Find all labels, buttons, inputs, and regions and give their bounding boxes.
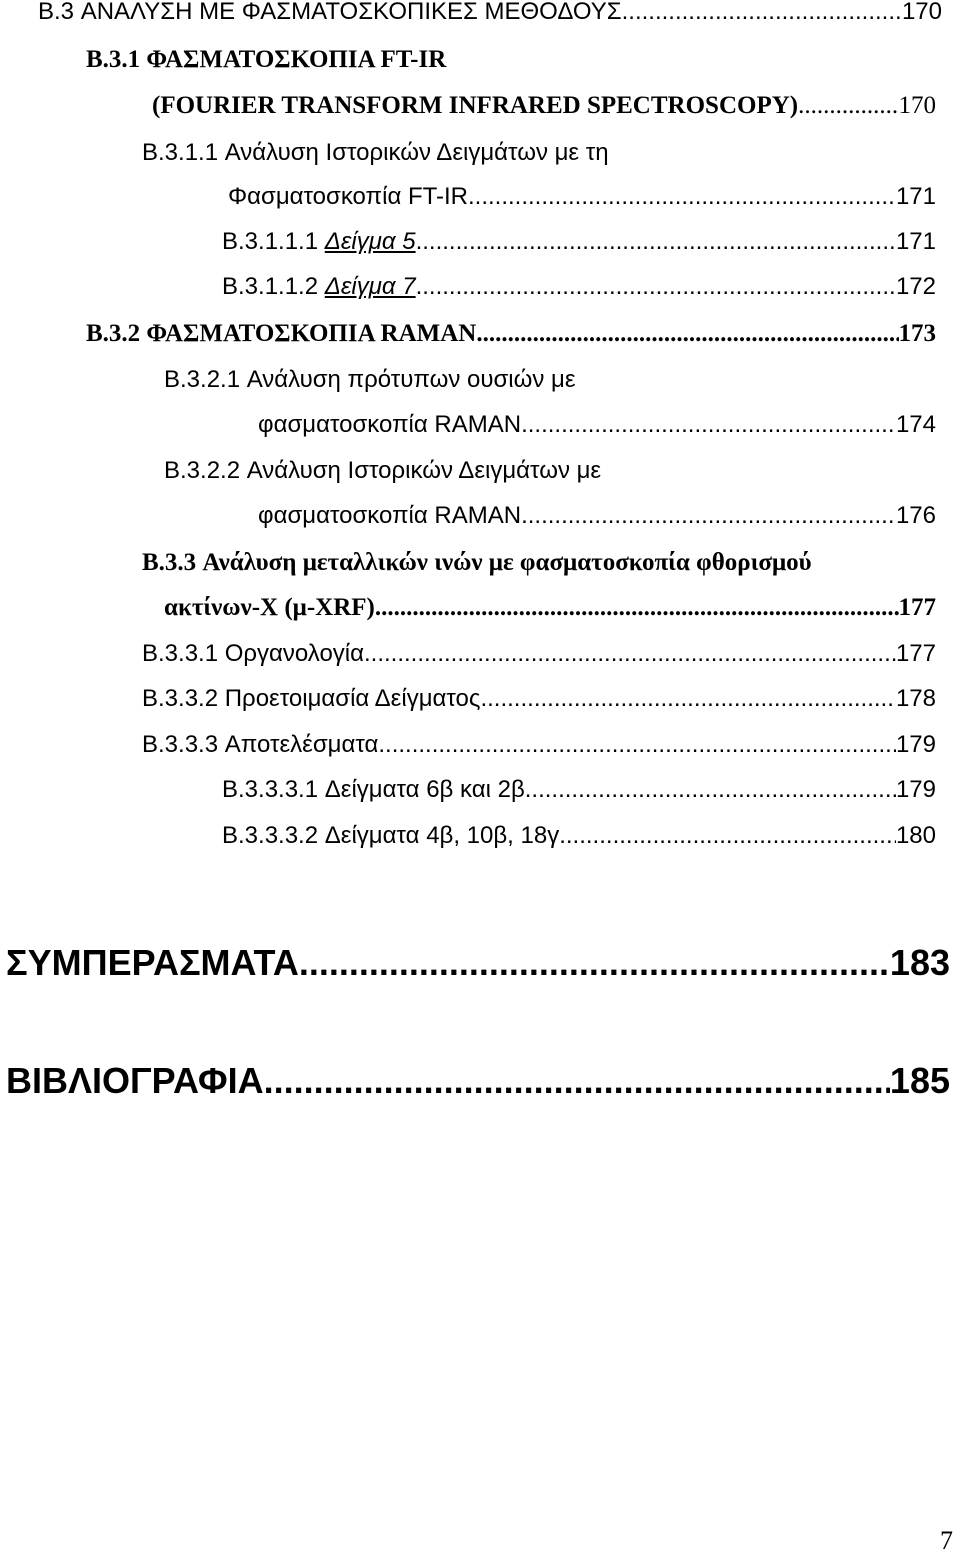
toc-leader-dots [468,183,896,211]
toc-entry[interactable] [152,92,936,120]
toc-entry-title: B.3.3.3.1 Δείγματα 6β και 2β [222,776,525,803]
toc-entry[interactable] [6,942,950,984]
toc-entry-title: φασματοσκοπία RAMAN [258,411,522,438]
toc-entry-title: ΒΙΒΛΙΟΓΡΑΦΙΑ [6,1060,264,1101]
toc-entry-page: 179 [895,776,936,803]
toc-leader-dots [521,502,896,530]
toc-entry-title: B.3.3 Ανάλυση μεταλλικών ινών με φασματοσκοπία φθορισμού [142,549,812,576]
toc-entry-title: Φασματοσκοπία FT-IR [228,183,468,210]
toc-entry-title: φασματοσκοπία RAMAN [258,502,522,529]
toc-entry-page: 178 [895,685,936,712]
toc-entry[interactable] [228,183,936,211]
toc-entry-page: 173 [898,320,936,347]
toc-entry[interactable] [222,273,936,301]
toc-entry-title: B.3.1 ΦΑΣΜΑΤΟΣΚΟΠΙΑ FT-IR [86,46,447,73]
toc-entry-title: B.3.3.3.2 Δείγματα 4β, 10β, 18γ [222,822,560,849]
toc-entry-title: ΣΥΜΠΕΡΑΣΜΑΤΑ [6,942,299,983]
toc-leader-dots [416,273,896,301]
toc-leader-dots [622,0,902,26]
toc-entry-title: B.3.3.3 Αποτελέσματα [142,731,379,758]
toc-entry-number: B.3.1.1.1 [222,228,325,255]
toc-entry-page: 177 [895,640,936,667]
toc-entry-title: (FOURIER TRANSFORM INFRARED SPECTROSCOPY) [152,92,799,119]
toc-entry[interactable] [86,46,446,74]
toc-entry[interactable] [222,822,936,850]
toc-leader-dots [264,1060,890,1102]
toc-leader-dots [364,640,896,668]
toc-leader-dots [521,411,896,439]
toc-entry-page: 179 [895,731,936,758]
toc-entry-page: 170 [898,92,936,119]
toc-entry[interactable] [222,228,936,256]
toc-entry-title: B.3.2.1 Ανάλυση πρότυπων ουσιών με [164,366,576,393]
toc-entry[interactable] [258,502,936,530]
toc-leader-dots [378,731,896,759]
toc-entry-page: 176 [895,502,936,529]
toc-entry-page: 174 [895,411,936,438]
toc-entry-page: 170 [901,0,942,25]
toc-entry[interactable] [164,366,576,394]
toc-entry-page: 183 [889,942,950,983]
toc-leader-dots [476,320,898,348]
toc-leader-dots [299,942,890,984]
toc-entry-number: B.3.1.1.2 [222,273,325,300]
toc-entry-page: 172 [895,273,936,300]
toc-entry[interactable] [164,457,601,485]
toc-leader-dots [416,228,896,256]
toc-entry[interactable] [142,139,609,167]
toc-entry-page: 177 [898,594,936,621]
toc-entry-page: 185 [889,1060,950,1101]
toc-entry[interactable] [142,685,936,713]
toc-entry-title: B.3.3.2 Προετοιμασία Δείγματος [142,685,481,712]
toc-leader-dots [798,92,898,120]
toc-entry[interactable] [142,640,936,668]
toc-entry-title: B.3.1.1 Ανάλυση Ιστορικών Δειγμάτων με τη [142,139,609,166]
toc-entry-title: B.3 ΑΝΑΛΥΣΗ ΜΕ ΦΑΣΜΑΤΟΣΚΟΠΙΚΕΣ ΜΕΘΟΔΟΥΣ [38,0,622,25]
toc-entry-title: B.3.2.2 Ανάλυση Ιστορικών Δειγμάτων με [164,457,602,484]
toc-entry[interactable] [258,411,936,439]
toc-entry[interactable] [142,731,936,759]
toc-leader-dots [480,685,895,713]
toc-entry-page: 171 [895,183,936,210]
toc-leader-dots [559,822,896,850]
toc-entry[interactable] [86,320,936,348]
toc-entry-title: Δείγμα 5 [324,228,416,255]
toc-entry-title: ακτίνων-Χ (μ-XRF) [164,594,375,621]
toc-entry-title: B.3.2 ΦΑΣΜΑΤΟΣΚΟΠΙΑ RAMAN [86,320,477,347]
toc-entry[interactable] [38,0,942,26]
toc-entry[interactable] [6,1060,950,1102]
toc-entry[interactable] [164,594,936,622]
toc-entry[interactable] [142,549,812,577]
toc-entry-page: 180 [895,822,936,849]
toc-leader-dots [375,594,899,622]
toc-entry-page: 171 [895,228,936,255]
toc-entry[interactable] [222,776,936,804]
toc-leader-dots [525,776,896,804]
toc-entry-title: Δείγμα 7 [324,273,416,300]
page-number: 7 [940,1526,953,1555]
toc-entry-title: B.3.3.1 Οργανολογία [142,640,364,667]
